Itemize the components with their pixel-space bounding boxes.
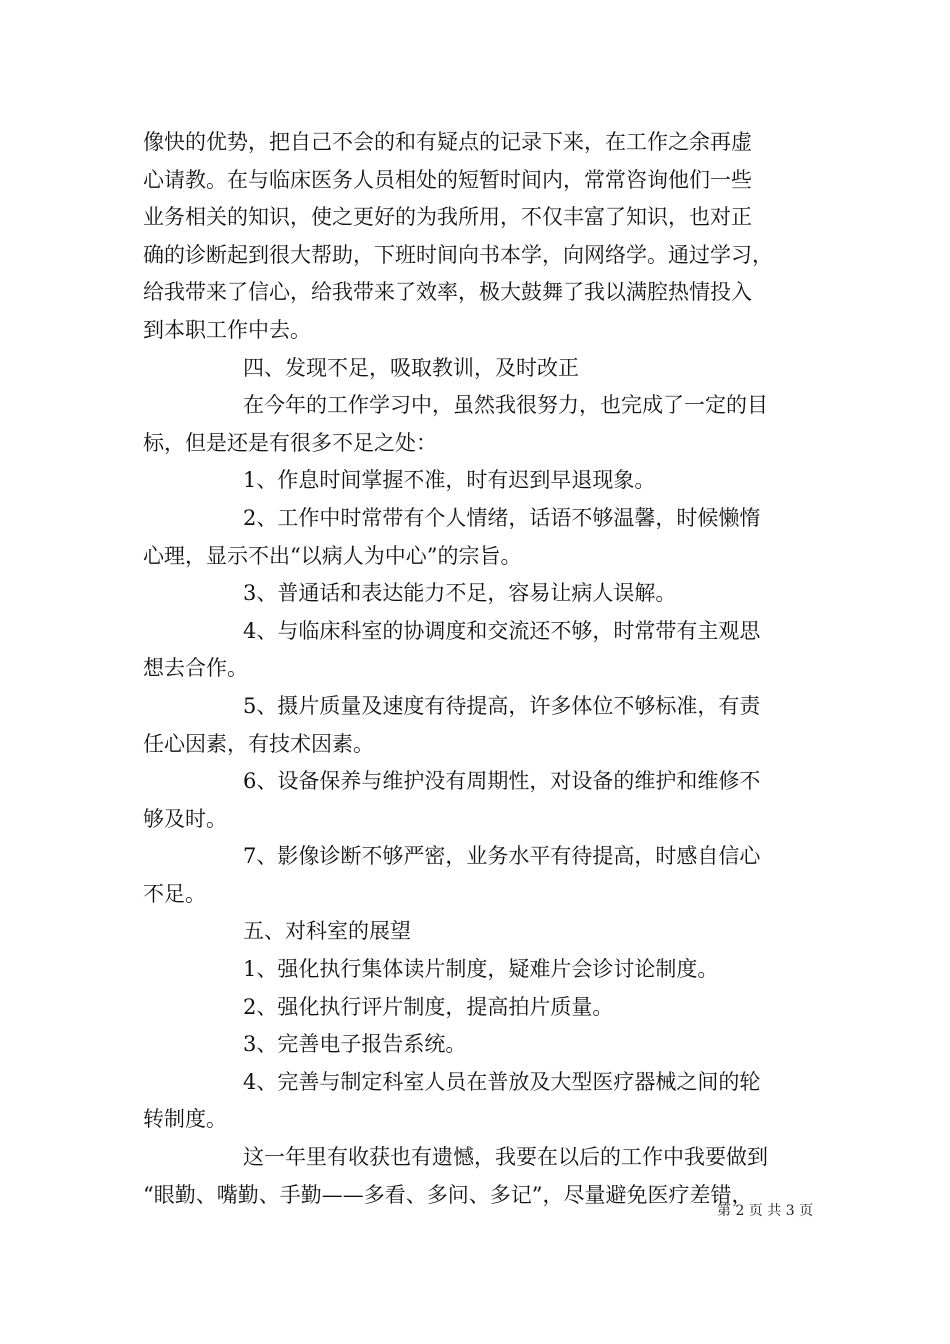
text-line: 7、影像诊断不够严密，业务水平有待提高，时感自信心 <box>243 844 761 869</box>
text-line: 心理，显示不出“以病人为中心”的宗旨。 <box>143 543 522 568</box>
text-line: 3、普通话和表达能力不足，容易让病人误解。 <box>243 581 677 606</box>
text-line: 五、对科室的展望 <box>243 919 411 944</box>
text-line: 给我带来了信心，给我带来了效率，极大鼓舞了我以满腔热情投入 <box>143 280 752 305</box>
text-line: 6、设备保养与维护没有周期性，对设备的维护和维修不 <box>243 769 761 794</box>
page-number-footer: 第 2 页 共 3 页 <box>717 1203 814 1219</box>
text-line: 到本职工作中去。 <box>143 317 311 342</box>
text-line: “眼勤、嘴勤、手勤——多看、多问、多记”，尽量避免医疗差错， <box>143 1182 753 1207</box>
text-line: 像快的优势，把自己不会的和有疑点的记录下来，在工作之余再虚 <box>143 130 752 154</box>
text-line: 1、作息时间掌握不准，时有迟到早退现象。 <box>243 468 656 493</box>
text-line: 心请教。在与临床医务人员相处的短暂时间内，常常咨询他们一些 <box>143 167 752 192</box>
text-line: 1、强化执行集体读片制度，疑难片会诊讨论制度。 <box>243 957 719 982</box>
text-line: 这一年里有收获也有遗憾，我要在以后的工作中我要做到 <box>243 1145 768 1170</box>
text-line: 够及时。 <box>143 806 227 831</box>
text-line: 5、摄片质量及速度有待提高，许多体位不够标准，有责 <box>243 693 761 718</box>
text-line: 2、强化执行评片制度，提高拍片质量。 <box>243 994 614 1019</box>
text-line: 4、完善与制定科室人员在普放及大型医疗器械之间的轮 <box>243 1069 761 1094</box>
text-line: 四、发现不足，吸取教训，及时改正 <box>243 355 579 380</box>
text-line: 转制度。 <box>143 1107 227 1132</box>
text-line: 4、与临床科室的协调度和交流还不够，时常带有主观思 <box>243 618 761 643</box>
text-line: 任心因素，有技术因素。 <box>143 731 374 756</box>
text-line: 不足。 <box>143 881 206 906</box>
document-body <box>143 124 813 1214</box>
text-line: 确的诊断起到很大帮助，下班时间向书本学，向网络学。通过学习， <box>143 242 773 267</box>
text-line: 在今年的工作学习中，虽然我很努力，也完成了一定的目 <box>243 393 768 418</box>
text-line: 标，但是还是有很多不足之处： <box>143 430 437 455</box>
text-line: 想去合作。 <box>143 656 248 681</box>
text-line: 3、完善电子报告系统。 <box>243 1032 467 1057</box>
text-line: 业务相关的知识，使之更好的为我所用，不仅丰富了知识，也对正 <box>143 205 752 230</box>
text-line: 2、工作中时常带有个人情绪，话语不够温馨，时候懒惰 <box>243 505 761 530</box>
